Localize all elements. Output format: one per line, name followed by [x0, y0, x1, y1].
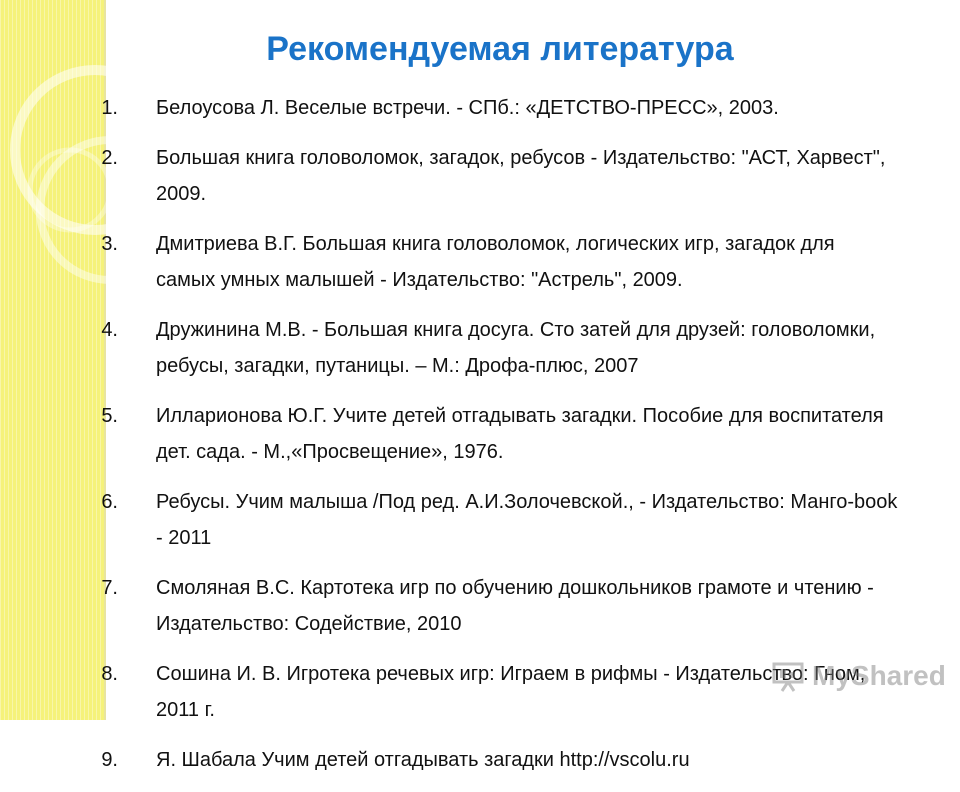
item-number: 3.	[101, 233, 118, 255]
item-text: Белоусова Л. Веселые встречи. - СПб.: «ДЕТСТВО-ПРЕСС», 2003.	[156, 97, 779, 119]
item-number: 2.	[101, 147, 118, 169]
presentation-icon	[770, 658, 806, 694]
item-number: 4.	[101, 319, 118, 341]
item-text: Я. Шабала Учим детей отгадывать загадки http://vscolu.ru	[156, 749, 690, 771]
item-text: Большая книга головоломок, загадок, ребусов - Издательство: "АСТ, Харвест", 2009.	[156, 147, 886, 205]
item-text: Дмитриева В.Г. Большая книга головоломок, логических игр, загадок для самых умных малышей - Издательство: "Астрель", 2009.	[156, 233, 835, 291]
item-number: 8.	[101, 663, 118, 685]
list-item	[78, 90, 898, 126]
item-number: 6.	[101, 491, 118, 513]
item-text: Сошина И. В. Игротека речевых игр: Играем в рифмы - Издательство: Гном, 2011 г.	[156, 663, 866, 721]
item-number: 1.	[101, 97, 118, 119]
list-item	[78, 398, 898, 470]
list-item	[78, 226, 898, 298]
item-number: 5.	[101, 405, 118, 427]
watermark-text: MyShared	[812, 660, 946, 691]
watermark	[770, 656, 946, 696]
item-text: Дружинина М.В. - Большая книга досуга. Сто затей для друзей: головоломки, ребусы, загадки, путаницы. – М.: Дрофа-плюс, 2007	[156, 319, 876, 377]
list-item	[78, 484, 898, 556]
item-text: Ребусы. Учим малыша /Под ред. А.И.Золочевской., - Издательство: Манго-book - 2011	[156, 491, 898, 549]
item-text: Смоляная В.С. Картотека игр по обучению дошкольников грамоте и чтению - Издательство: Содействие, 2010	[156, 577, 874, 635]
slide-title: Рекомендуемая литература	[266, 30, 734, 68]
list-item	[78, 570, 898, 642]
item-text: Илларионова Ю.Г. Учите детей отгадывать загадки. Пособие для воспитателя дет. сада. - М.,«Просвещение», 1976.	[156, 405, 884, 463]
list-item	[78, 140, 898, 212]
list-item	[78, 742, 898, 778]
item-number: 7.	[101, 577, 118, 599]
list-item	[78, 312, 898, 384]
item-number: 9.	[101, 749, 118, 771]
